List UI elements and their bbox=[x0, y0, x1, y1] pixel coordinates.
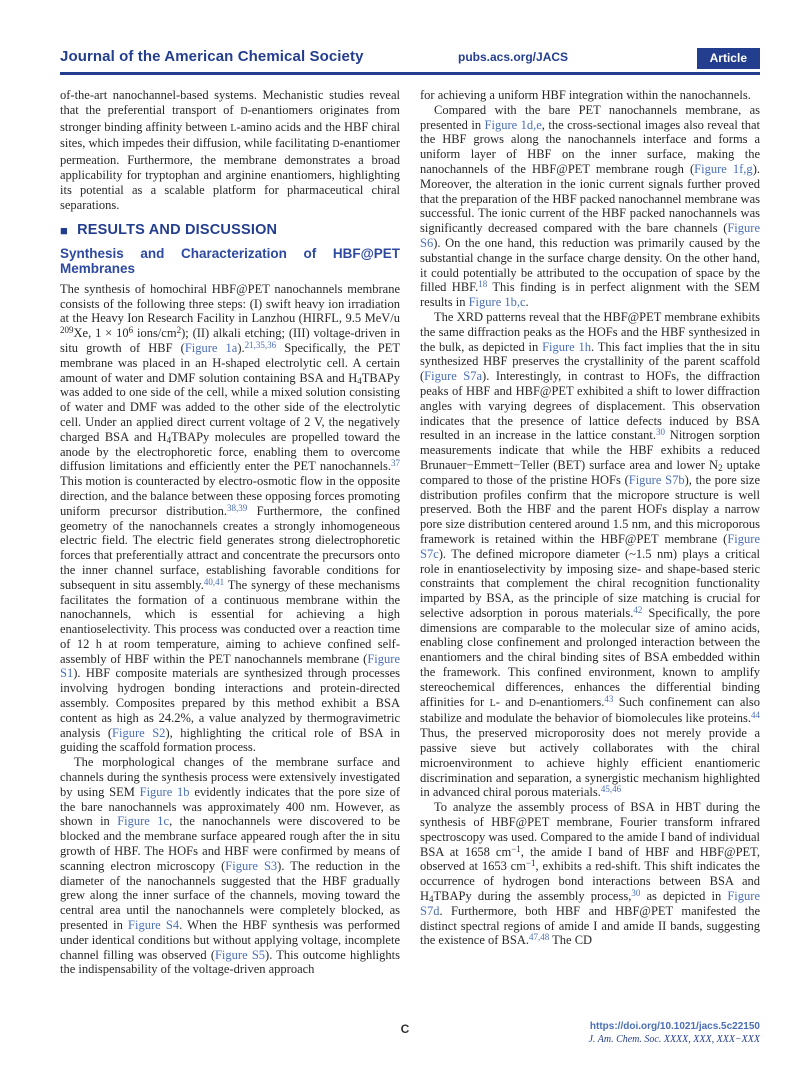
journal-citation: J. Am. Chem. Soc. XXXX, XXX, XXX−XXX bbox=[588, 1034, 760, 1045]
citation-ref-link[interactable]: 18 bbox=[478, 279, 488, 290]
citation-ref-link[interactable]: 37 bbox=[391, 458, 400, 469]
paragraph-morphology: The morphological changes of the membrane surface and channels during the synthesis process were extensively investigated by using SEM Figure 1b evidently indicates that the pore size of the bare nanochannels was approximately 400 nm. However, as shown in Figure 1c, the nanochannels were discovered to be blocked and the membrane surface appeared rough after the in situ growth of HBF. The HOFs and HBF were confirmed by means of scanning electron microscopy (Figure S3). The reduction in the diameter of the nanochannels suggested that the HBF gradually grew along the inner surface of the channels, moving toward the central area until the nanochannels were completely blocked, as presented in Figure S4. When the HBF synthesis was performed under identical conditions but without applying voltage, incomplete channel filling was observed (Figure S5). This outcome highlights the indispensability of the voltage-driven approach bbox=[60, 755, 400, 977]
section-heading-label: RESULTS AND DISCUSSION bbox=[77, 222, 278, 239]
citation-ref-link[interactable]: 43 bbox=[604, 693, 614, 704]
journal-title: Journal of the American Chemical Society bbox=[60, 48, 364, 65]
doi-link[interactable]: https://doi.org/10.1021/jacs.5c22150 bbox=[589, 1021, 760, 1032]
figure-ref-link[interactable]: Figure S7b bbox=[628, 472, 685, 487]
citation-ref-link[interactable]: 21,35,36 bbox=[244, 339, 277, 350]
figure-ref-link[interactable]: Figure 1d,e bbox=[484, 117, 542, 132]
paragraph-ftir: To analyze the assembly process of BSA in HBT during the synthesis of HBF@PET membrane, Fourier transform infrared spectroscopy was used. Compared to the amide I band of individual BSA at 1658 $cm^{-1}$, the amide I band of HBF and HBF@PET, observed at 1653 $cm^{-1}$, exhibits a red-shift. This shift indicates the occurrence of hydrogen bond interactions between BSA and H4TBAPy during the assembly process,$^{30}$ as depicted in Figure S7d. Furthermore, both HBF and HBF@PET manifested the distinct spectral regions of amide I and amide II bands, suggesting the existence of BSA.$^{47,48}$ The CD bbox=[420, 800, 760, 948]
figure-ref-link[interactable]: Figure 1b,c bbox=[468, 295, 526, 310]
page-number: C bbox=[400, 1022, 410, 1036]
figure-ref-link[interactable]: Figure S7c bbox=[420, 531, 760, 561]
citation-ref-link[interactable]: 30 bbox=[631, 888, 641, 899]
figure-ref-link[interactable]: Figure 1h bbox=[542, 339, 591, 354]
figure-ref-link[interactable]: Figure 1a bbox=[184, 340, 238, 355]
citation-ref-link[interactable]: 47,48 bbox=[529, 932, 550, 943]
page-header bbox=[60, 42, 760, 75]
paragraph-continuation: for achieving a uniform HBF integration within the nanochannels. bbox=[420, 88, 751, 102]
footer-citation-block bbox=[588, 1020, 760, 1046]
figure-ref-link[interactable]: Figure S5 bbox=[214, 947, 266, 962]
citation-ref-link[interactable]: 45,46 bbox=[600, 784, 622, 795]
figure-ref-link[interactable]: Figure S2 bbox=[112, 725, 166, 740]
figure-ref-link[interactable]: Figure 1f,g bbox=[694, 161, 753, 176]
paragraph-abstract-continuation: of-the-art nanochannel-based systems. Mechanistic studies reveal that the preferential transport of D-enantiomers originates from stronger binding affinity between L-amino acids and the HBF chiral sites, which impedes their diffusion, while facilitating D-enantiomer permeation. Furthermore, the membrane demonstrates a broad applicability for tryptophan and arginine enantiomers, highlighting its potential as a scalable platform for pharmaceutical chiral separations. bbox=[60, 88, 400, 212]
paragraph-xrd: The XRD patterns reveal that the HBF@PET membrane exhibits the same diffraction peaks as the HOFs and the HBF synthesized in the bulk, as depicted in Figure 1h. This fact implies that the in situ synthesized HBF preserves the crystallinity of the parent scaffold (Figure S7a). Interestingly, in contrast to HOFs, the diffraction peaks of HBF and HBF@PET exhibited a shift to lower diffraction angles with varying degrees of displacement. This observation indicates that the presence of lattice defects induced by BSA resulted in an increase in the lattice constant.$^{30}$ Nitrogen sorption measurements indicate that while the HBF exhibits a reduced Brunauer−Emmett−Teller (BET) surface area and lower N2 uptake compared to those of the pristine HOFs (Figure S7b), the pore size distribution profiles confirm that the micropore structure is well preserved. Both the HBF and the parent HOFs display a narrow pore size distribution centered around 1.5 nm, and this microporous framework is retained within the HBF@PET membrane (Figure S7c). The defined micropore diameter (~1.5 nm) plays a critical role in enantioselectivity by imposing size- and shape-based steric constraints that complement the chiral recognition functionality imparted by BSA, as the principle of size matching is crucial for selective adsorption in porous materials.$^{42}$ Specifically, the pore dimensions are comparable to the molecular size of amino acids, enabling close confinement and prolonged interaction between the enantiomers and the chiral binding sites of BSA embedded within the framework. This confined environment, known to amplify stereochemical differences, enhances the differential binding affinities for L- and D-enantiomers.$^{43}$ Such confinement can also stabilize and modulate the behavior of biomolecules like proteins.$^{44}$ Thus, the preserved microporosity does not merely provide a passive sieve but actively collaborates with the chiral microenvironment to achieve highly efficient enantiomeric discrimination and separation, a synergistic mechanism highlighted in advanced chiral porous materials.$^{45,46}$ bbox=[420, 309, 761, 800]
article-type-badge: Article bbox=[697, 48, 760, 69]
section-marker-icon: ■ bbox=[60, 223, 69, 239]
citation-ref-link[interactable]: 30 bbox=[655, 427, 665, 438]
citation-ref-link[interactable]: 40,41 bbox=[203, 576, 225, 587]
left-column bbox=[60, 88, 400, 977]
figure-ref-link[interactable]: Figure S3 bbox=[225, 858, 278, 873]
paragraph-synthesis: The synthesis of homochiral HBF@PET nanochannels membrane consists of the following three steps: (I) swift heavy ion irradiation at the Heavy Ion Research Facility in Lanzhou (HIRFL, 9.5 MeV/u $^{209}$Xe, $1 \times 10^6$ ions/$cm^2$); (II) alkali etching; (III) voltage-driven in situ growth of HBF (Figure 1a).$^{21,35,36}$ Specifically, the PET membrane was placed in an H-shaped electrolytic cell. A certain amount of water and DMF solution containing BSA and H4TBAPy was added to one side of the cell, while a mixed solution consisting of water and DMF was added to the other side of the electrolytic cell. Under an applied direct current voltage of 2 V, the negatively charged BSA and H4TBAPy molecules are propelled toward the anode by the electrophoretic force, enabling them to overcome diffusion limitations and efficiently enter the PET nanochannels.$^{37}$ This motion is counteracted by electro-osmotic flow in the opposite direction, and the balance between these opposing forces promoting uniform precursor distribution.$^{38,39}$ Furthermore, the confined geometry of the nanochannels creates a strongly inhomogeneous electric field. The electric field generates strong dielectrophoretic forces that preferentially attract and concentrate the precursors onto the inner channel surface, establishing favorable conditions for subsequent in situ assembly.$^{40,41}$ The synergy of these mechanisms facilitates the formation of a continuous membrane within the nanochannels, which is essential for achieving a high enantioselectivity. This process was conducted over a reaction time of 12 h at room temperature, aiming to achieve confined self-assembly of HBF within the PET nanochannels membrane (Figure S1). HBF composite materials are synthesized through processes involving hydrogen bonding interactions and protein-directed assembly. Composites prepared by this method exhibit a BSA content as high as 24.2%, a value analyzed by thermogravimetric analysis (Figure S2), highlighting the critical role of BSA in guiding the scaffold formation process. bbox=[60, 281, 401, 755]
two-column-body bbox=[60, 88, 760, 977]
figure-ref-link[interactable]: Figure S4 bbox=[128, 918, 180, 933]
figure-ref-link[interactable]: Figure S1 bbox=[60, 651, 400, 681]
figure-ref-link[interactable]: Figure 1b bbox=[139, 784, 190, 799]
figure-ref-link[interactable]: Figure 1c bbox=[117, 814, 170, 829]
paragraph-compared: Compared with the bare PET nanochannels membrane, as presented in Figure 1d,e, the cross-sectional images also reveal that the HBF grows along the nanochannels interface and forms a uniform layer of HBF on the inner surface, making the nanochannels of the HBF@PET membrane rough (Figure 1f,g). Moreover, the alteration in the ionic current signals further proved that the preparation of the HBF packed nanochannel membrane was successful. The ionic current of the HBF packed nanochannels was significantly decreased compared with the bare channels (Figure S6). On the one hand, this reduction was primarily caused by the substantial change in the surface charge density. On the other hand, it could potentially be attributed to the occupation of space by the filled HBF.$^{18}$ This finding is in perfect alignment with the SEM results in Figure 1b,c. bbox=[420, 102, 760, 310]
figure-ref-link[interactable]: Figure S7d bbox=[420, 889, 760, 918]
section-heading-results bbox=[60, 223, 400, 238]
figure-ref-link[interactable]: Figure S7a bbox=[424, 369, 483, 384]
citation-ref-link[interactable]: 42 bbox=[633, 604, 643, 615]
citation-ref-link[interactable]: 38,39 bbox=[227, 502, 248, 513]
right-column bbox=[420, 88, 760, 977]
citation-ref-link[interactable]: 44 bbox=[751, 710, 760, 721]
subsection-heading-synthesis: Synthesis and Characterization of HBF@PET Membranes bbox=[60, 246, 400, 276]
journal-site-link[interactable]: pubs.acs.org/JACS bbox=[458, 50, 569, 64]
figure-ref-link[interactable]: Figure S6 bbox=[420, 221, 760, 250]
